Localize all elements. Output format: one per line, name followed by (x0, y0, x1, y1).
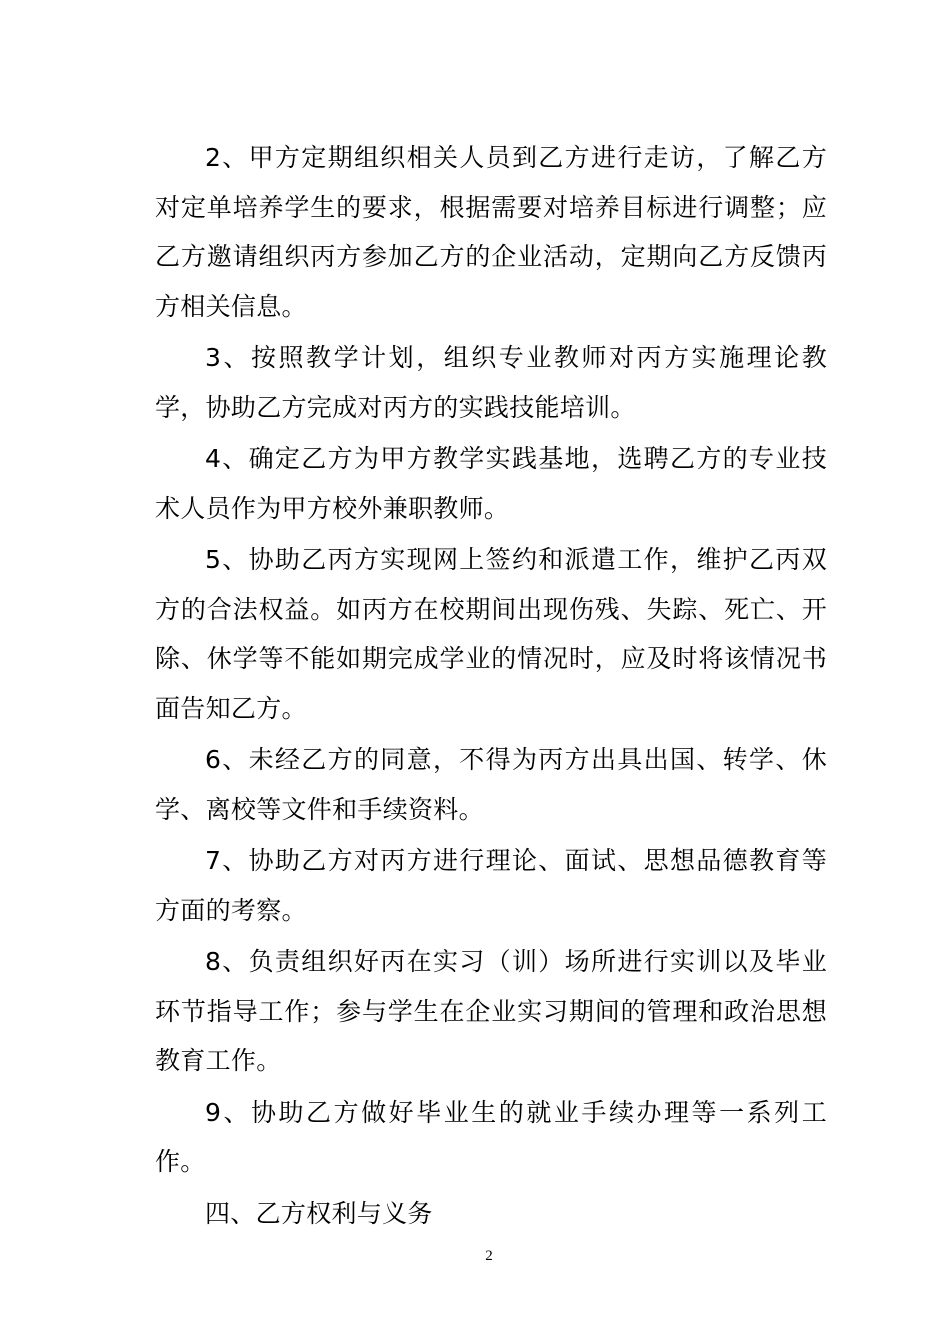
paragraph-item-8: 8、负责组织好丙在实习（训）场所进行实训以及毕业环节指导工作；参与学生在企业实习期间的管理和政治思想教育工作。 (155, 947, 827, 1075)
paragraph-item-6: 6、未经乙方的同意，不得为丙方出具出国、转学、休学、离校等文件和手续资料。 (155, 745, 827, 824)
page-number: 2 (485, 1248, 493, 1264)
paragraph-item-4: 4、确定乙方为甲方教学实践基地，选聘乙方的专业技术人员作为甲方校外兼职教师。 (155, 444, 827, 523)
paragraph-item-5: 5、协助乙丙方实现网上签约和派遣工作，维护乙丙双方的合法权益。如丙方在校期间出现伤残、失踪、死亡、开除、休学等不能如期完成学业的情况时，应及时将该情况书面告知乙方。 (155, 545, 827, 723)
section-heading: 四、乙方权利与义务 (205, 1198, 433, 1228)
paragraph-item-2: 2、甲方定期组织相关人员到乙方进行走访，了解乙方对定单培养学生的要求，根据需要对培养目标进行调整；应乙方邀请组织丙方参加乙方的企业活动，定期向乙方反馈丙方相关信息。 (155, 143, 827, 321)
paragraph-item-7: 7、协助乙方对丙方进行理论、面试、思想品德教育等方面的考察。 (155, 846, 827, 925)
paragraph-item-9: 9、协助乙方做好毕业生的就业手续办理等一系列工作。 (155, 1097, 827, 1176)
paragraph-item-3: 3、按照教学计划，组织专业教师对丙方实施理论教学，协助乙方完成对丙方的实践技能培训。 (155, 343, 827, 422)
document-body (155, 133, 827, 1240)
